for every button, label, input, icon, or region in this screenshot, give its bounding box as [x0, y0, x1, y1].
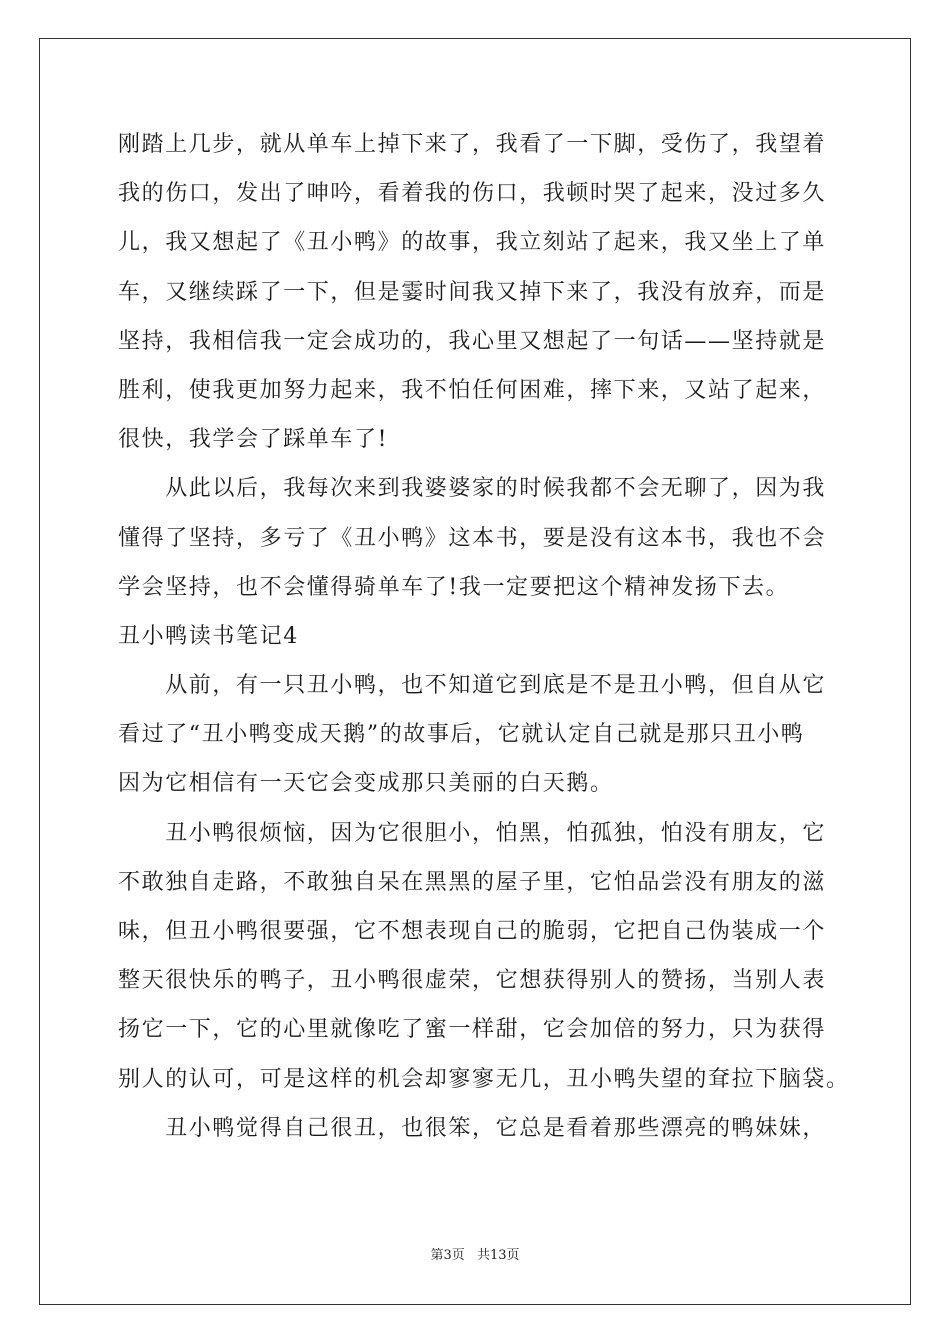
text-line: 丑小鸭很烦恼，因为它很胆小，怕黑，怕孤独，怕没有朋友，它: [118, 820, 827, 846]
text-line: 车，又继续踩了一下，但是霎时间我又掉下来了，我没有放弃，而是: [118, 279, 827, 305]
text-line: 因为它相信有一天它会变成那只美丽的白天鹅。: [118, 771, 614, 797]
section-heading: 丑小鸭读书笔记4: [118, 623, 299, 649]
text-line: 不敢独自走路，不敢独自呆在黑黑的屋子里，它怕品尝没有朋友的滋: [118, 869, 827, 895]
text-line: 坚持，我相信我一定会成功的，我心里又想起了一句话——坚持就是: [118, 328, 827, 354]
page-total: 共13页: [476, 1248, 520, 1263]
text-line: 整天很快乐的鸭子，丑小鸭很虚荣，它想获得别人的赞扬，当别人表: [118, 968, 827, 994]
text-line: 味，但丑小鸭很要强，它不想表现自己的脆弱，它把自己伪装成一个: [118, 919, 827, 944]
text-line: 看过了“丑小鸭变成天鹅”的故事后，它就认定自己就是那只丑小鸭: [118, 722, 805, 748]
text-line: 儿，我又想起了《丑小鸭》的故事，我立刻站了起来，我又坐上了单: [118, 230, 827, 256]
text-line: 从此以后，我每次来到我婆婆家的时候我都不会无聊了，因为我: [118, 476, 827, 502]
page-footer: [0, 1244, 950, 1263]
document-body: [118, 120, 850, 1153]
text-line: 丑小鸭觉得自己很丑，也很笨，它总是看着那些漂亮的鸭妹妹，: [118, 1115, 827, 1141]
text-line: 扬它一下，它的心里就像吃了蜜一样甜，它会加倍的努力，只为获得: [118, 1017, 827, 1043]
page-number: 第3页: [430, 1248, 465, 1263]
text-line: 懂得了坚持，多亏了《丑小鸭》这本书，要是没有这本书，我也不会: [118, 525, 827, 551]
text-line: 从前，有一只丑小鸭，也不知道它到底是不是丑小鸭，但自从它: [118, 673, 827, 699]
text-line: 别人的认可，可是这样的机会却寥寥无几，丑小鸭失望的耷拉下脑袋。: [118, 1066, 850, 1092]
text-line: 我的伤口，发出了呻吟，看着我的伤口，我顿时哭了起来，没过多久: [118, 181, 827, 207]
text-line: 刚踏上几步，就从单车上掉下来了，我看了一下脚，受伤了，我望着: [118, 132, 827, 157]
text-line: 很快，我学会了踩单车了!: [118, 427, 389, 453]
text-line: 学会坚持，也不会懂得骑单车了!我一定要把这个精神发扬下去。: [118, 574, 790, 600]
text-line: 胜利，使我更加努力起来，我不怕任何困难，摔下来，又站了起来，: [118, 377, 827, 403]
